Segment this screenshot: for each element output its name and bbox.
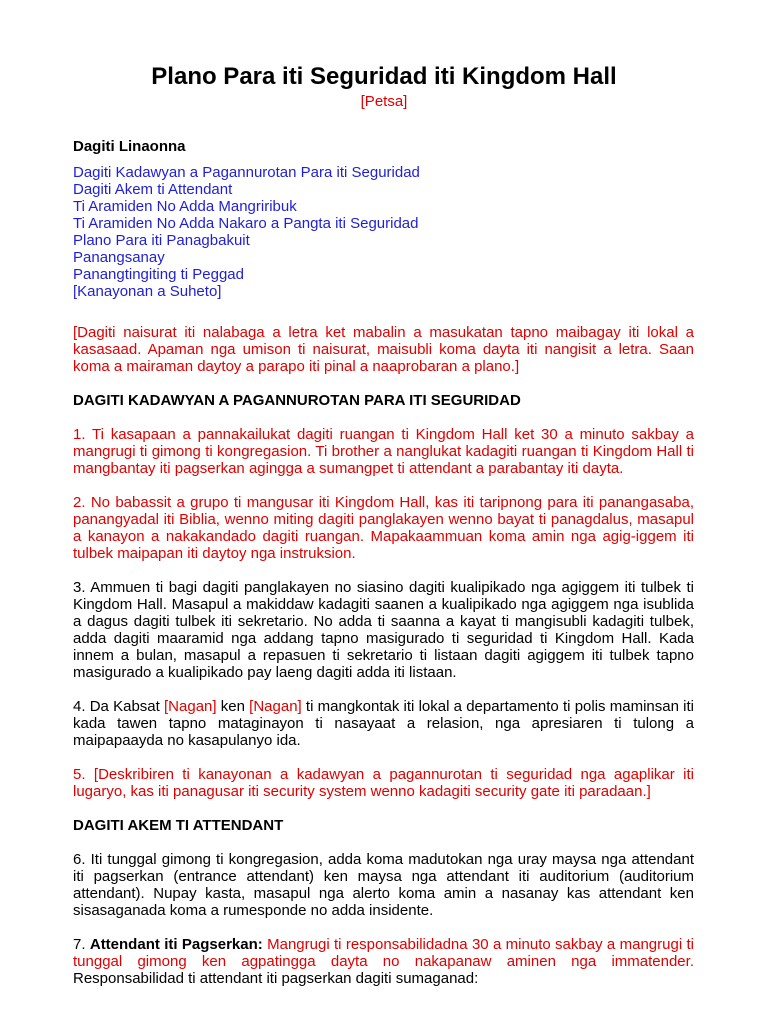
name-placeholder-1: [Nagan]: [164, 698, 217, 715]
section-heading-general-rules: DAGITI KADAWYAN A PAGANNUROTAN PARA ITI SEGURIDAD: [73, 392, 521, 409]
intro-note: [Dagiti naisurat iti nalabaga a letra ket mabalin a masukatan tapno maibagay iti lokal a kasasaad. Apaman nga umison ti naisurat, maisubli koma dayta iti nangisit a letra. Saan koma a mairaman daytoy a parapo iti pinal a naaprobaran a plano.]: [73, 324, 694, 375]
toc-link-training[interactable]: Panangsanay: [73, 249, 165, 266]
name-placeholder-2: [Nagan]: [249, 698, 302, 715]
paragraph-7-label: Attendant iti Pagserkan:: [89, 936, 263, 953]
toc-link-serious-threat[interactable]: Ti Aramiden No Adda Nakaro a Pangta iti Seguridad: [73, 215, 419, 232]
paragraph-7-number: 7.: [73, 936, 90, 953]
paragraph-6: 6. Iti tunggal gimong ti kongregasion, adda koma madutokan nga uray maysa nga attendant iti pagserkan (entrance attendant) ken maysa nga attendant iti auditorium (auditorium attendant). Nupay kasta, masapul nga alerto koma amin a nasanay kas attendant ken sisasaganada koma a rumesponde no adda insidente.: [73, 851, 694, 919]
toc-link-general-rules[interactable]: Dagiti Kadawyan a Pagannurotan Para iti Seguridad: [73, 164, 420, 181]
toc-link-attendant-duties[interactable]: Dagiti Akem ti Attendant: [73, 181, 233, 198]
date-placeholder: [Petsa]: [360, 93, 408, 110]
section-heading-attendant-duties: DAGITI AKEM TI ATTENDANT: [73, 817, 284, 834]
toc-heading: Dagiti Linaonna: [73, 138, 186, 155]
toc-link-evacuation-plan[interactable]: Plano Para iti Panagbakuit: [73, 232, 250, 249]
paragraph-1: 1. Ti kasapaan a pannakailukat dagiti ruangan ti Kingdom Hall ket 30 a minuto sakbay a mangrugi ti gimong ti kongregasion. Ti brother a nanglukat kadagiti ruangan ti Kingdom Hall ti mangbantay iti pagserkan agingga a sumangpet ti attendant a parabantay iti dayta.: [73, 426, 694, 477]
paragraph-4-lead: 4. Da Kabsat: [73, 698, 165, 715]
toc-link-additional-topic[interactable]: [Kanayonan a Suheto]: [73, 283, 222, 300]
paragraph-7-black-text: Responsabilidad ti attendant iti pagserkan dagiti sumaganad:: [73, 970, 479, 987]
paragraph-5: 5. [Deskribiren ti kanayonan a kadawyan a pagannurotan ti seguridad nga agaplikar iti lugaryo, kas iti panagusar iti security system wenno kadagiti security gate iti paradaan.]: [73, 766, 694, 800]
paragraph-7-red-text: Mangrugi ti responsabilidadna 30 a minuto sakbay a mangrugi ti tunggal gimong ken agpatingga dayta no nakapanaw aminen nga immatender.: [73, 936, 694, 970]
table-of-contents: [73, 164, 694, 300]
paragraph-7: [73, 936, 694, 987]
paragraph-2: 2. No babassit a grupo ti mangusar iti Kingdom Hall, kas iti taripnong para iti panangasaba, panangyadal iti Biblia, wenno miting dagiti panglakayen wenno bayat ti panagdalus, masapul a kanayon a nakakandado dagiti ruangan. Mapakaammuan koma amin nga agig-iggem iti tulbek maipapan iti daytoy nga instruksion.: [73, 494, 694, 562]
toc-link-risk-assessment[interactable]: Panangtingiting ti Peggad: [73, 266, 244, 283]
document-body: [73, 138, 694, 987]
toc-link-disruptive-person[interactable]: Ti Aramiden No Adda Mangriribuk: [73, 198, 297, 215]
paragraph-4: [73, 698, 694, 749]
paragraph-4-rest: ti mangkontak iti lokal a departamento ti polis maminsan iti kada tawen tapno mataginayon ti nasayaat a relasion, nga apresiaren ti tulong a maipapaayda no kasapulanyo ida.: [73, 698, 694, 749]
document-title: Plano Para iti Seguridad iti Kingdom Hall: [151, 63, 617, 90]
paragraph-3: 3. Ammuen ti bagi dagiti panglakayen no siasino dagiti kualipikado nga agiggem iti tulbek ti Kingdom Hall. Masapul a makiddaw kadagiti saanen a kualipikado nga agiggem nga isublida a dagus dagiti tulbek iti sekretario. No adda ti saanna a kayat ti mangisubli kadagiti tulbek, adda dagiti maaramid nga addang tapno masigurado ti seguridad ti Kingdom Hall. Kada innem a bulan, masapul a repasuen ti sekretario ti listaan dagiti agiggem iti tulbek tapno masigurado a kualipikado pay laeng dagiti adda iti listaan.: [73, 579, 694, 681]
paragraph-4-conjunction: ken: [216, 698, 250, 715]
